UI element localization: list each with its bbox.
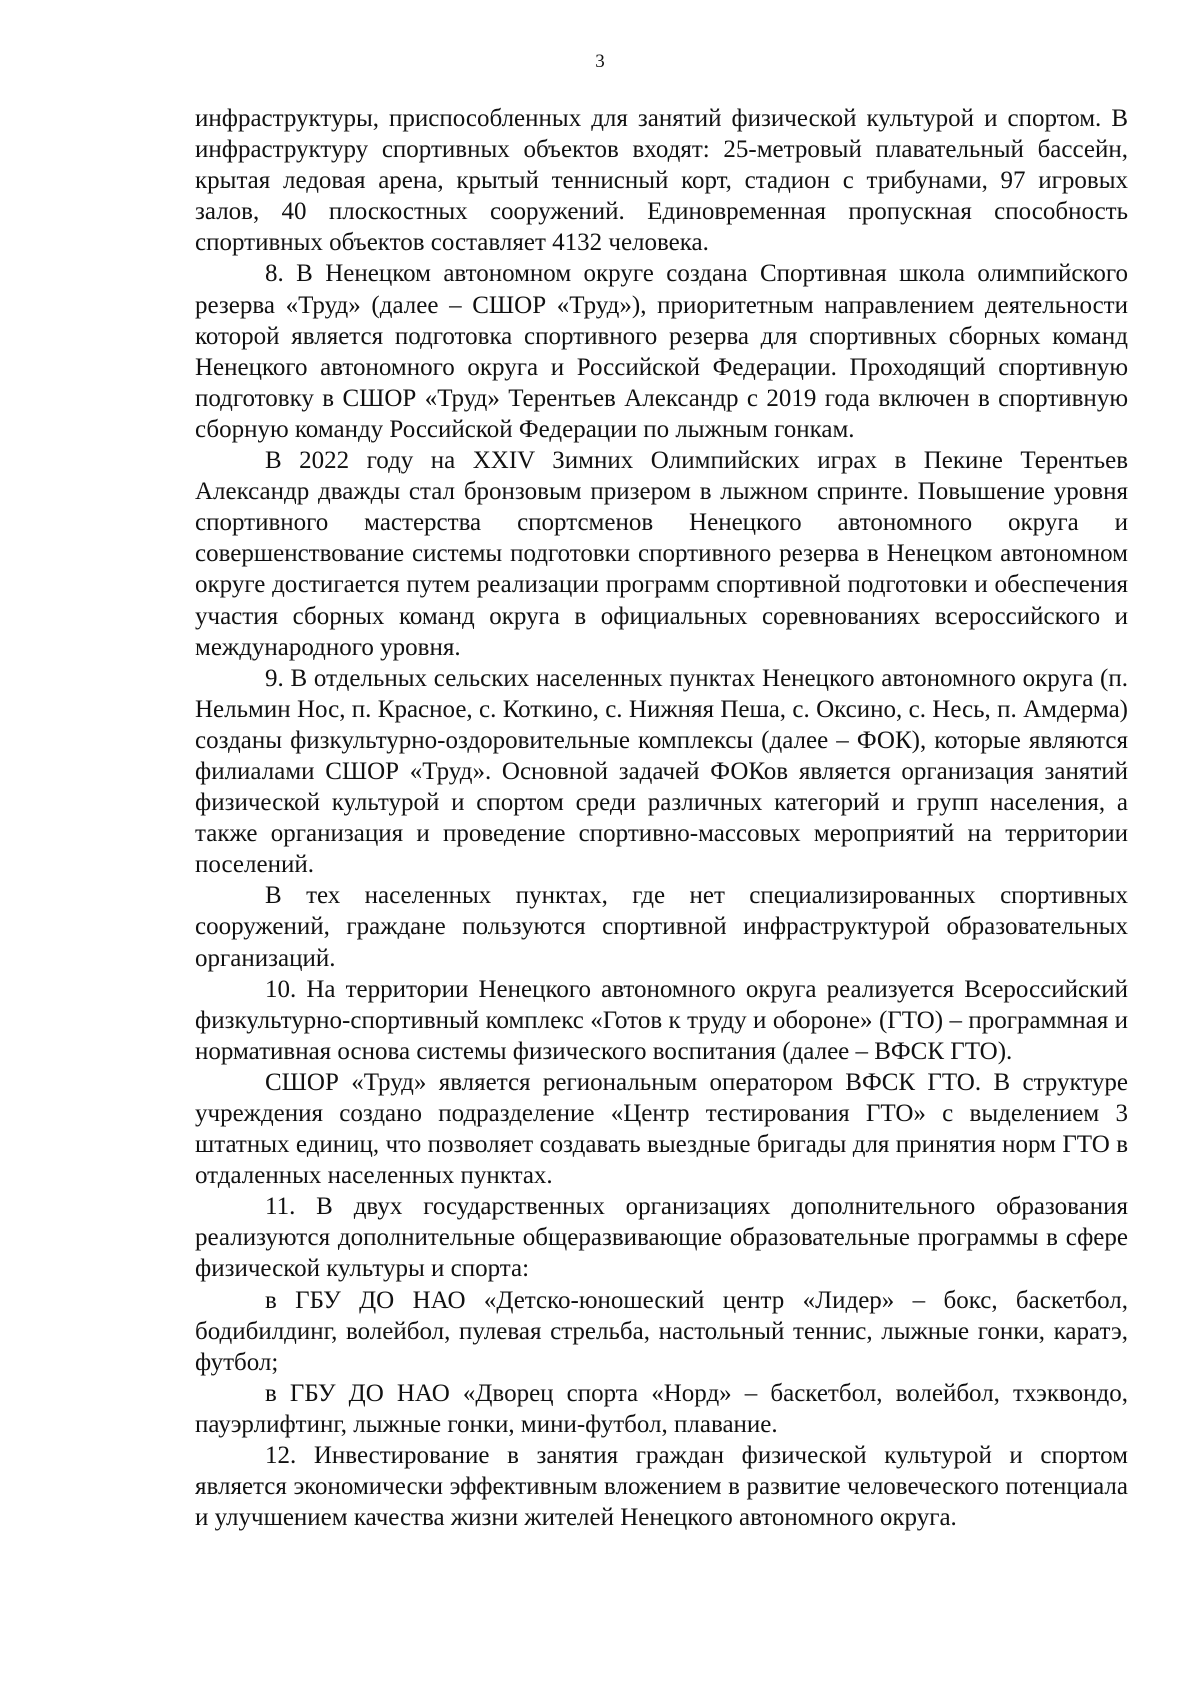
document-body <box>195 103 1128 1533</box>
page-number: 3 <box>595 51 605 72</box>
paragraph-8-sshor-trud: 8. В Ненецком автономном округе создана Спортивная школа олимпийского резерва «Труд» (далее – СШОР «Труд»), приоритетным направлением деятельности которой является подготовка спортивного резерва для спортивных сборных команд Ненецкого автономного округа и Российской Федерации. Проходящий спортивную подготовку в СШОР «Труд» Терентьев Александр с 2019 года включен в спортивную сборную команду Российской Федерации по лыжным гонкам. <box>195 260 1128 443</box>
paragraph-9-fok: 9. В отдельных сельских населенных пунктах Ненецкого автономного округа (п. Нельмин Нос, п. Красное, с. Коткино, с. Нижняя Пеша, с. Оксино, с. Несь, п. Амдерма) созданы физкультурно-оздоровительные комплексы (далее – ФОК), которые являются филиалами СШОР «Труд». Основной задачей ФОКов является организация занятий физической культурой и спортом среди различных категорий и групп населения, а также организация и проведение спортивно-массовых мероприятий на территории поселений. <box>195 664 1128 879</box>
paragraph-gto-operator: СШОР «Труд» является региональным оператором ВФСК ГТО. В структуре учреждения создано подразделение «Центр тестирования ГТО» с выделением 3 штатных единиц, что позволяет создавать выездные бригады для принятия норм ГТО в отдаленных населенных пунктах. <box>195 1068 1128 1190</box>
paragraph-infrastructure-continued: инфраструктуры, приспособленных для занятий физической культурой и спортом. В инфраструктуру спортивных объектов входят: 25-метровый плавательный бассейн, крытая ледовая арена, крытый теннисный корт, стадион с трибунами, 97 игровых залов, 40 плоскостных сооружений. Единовременная пропускная способность спортивных объектов составляет 4132 человека. <box>195 105 1128 257</box>
paragraph-12-investment: 12. Инвестирование в занятия граждан физической культурой и спортом является экономически эффективным вложением в развитие человеческого потенциала и улучшением качества жизни жителей Ненецкого автономного округа. <box>195 1442 1128 1532</box>
paragraph-olympic-games: В 2022 году на XXIV Зимних Олимпийских играх в Пекине Терентьев Александр дважды стал бронзовым призером в лыжном спринте. Повышение уровня спортивного мастерства спортсменов Ненецкого автономного округа и совершенствование системы подготовки спортивного резерва в Ненецком автономном округе достигается путем реализации программ спортивной подготовки и обеспечения участия сборных команд округа в официальных соревнованиях всероссийского и международного уровня. <box>195 447 1128 661</box>
paragraph-10-gto: 10. На территории Ненецкого автономного округа реализуется Всероссийский физкультурно-спортивный комплекс «Готов к труду и обороне» (ГТО) – программная и нормативная основа системы физического воспитания (далее – ВФСК ГТО). <box>195 975 1128 1065</box>
paragraph-educational-infrastructure: В тех населенных пунктах, где нет специализированных спортивных сооружений, граждане пользуются спортивной инфраструктурой образовательных организаций. <box>195 882 1128 972</box>
paragraph-11-additional-education: 11. В двух государственных организациях дополнительного образования реализуются дополнительные общеразвивающие образовательные программы в сфере физической культуры и спорта: <box>195 1193 1128 1283</box>
paragraph-nord-palace: в ГБУ ДО НАО «Дворец спорта «Норд» – баскетбол, волейбол, тхэквондо, пауэрлифтинг, лыжные гонки, мини-футбол, плавание. <box>195 1379 1128 1438</box>
paragraph-lider-center: в ГБУ ДО НАО «Детско-юношеский центр «Лидер» – бокс, баскетбол, бодибилдинг, волейбол, пулевая стрельба, настольный теннис, лыжные гонки, каратэ, футбол; <box>195 1286 1128 1376</box>
